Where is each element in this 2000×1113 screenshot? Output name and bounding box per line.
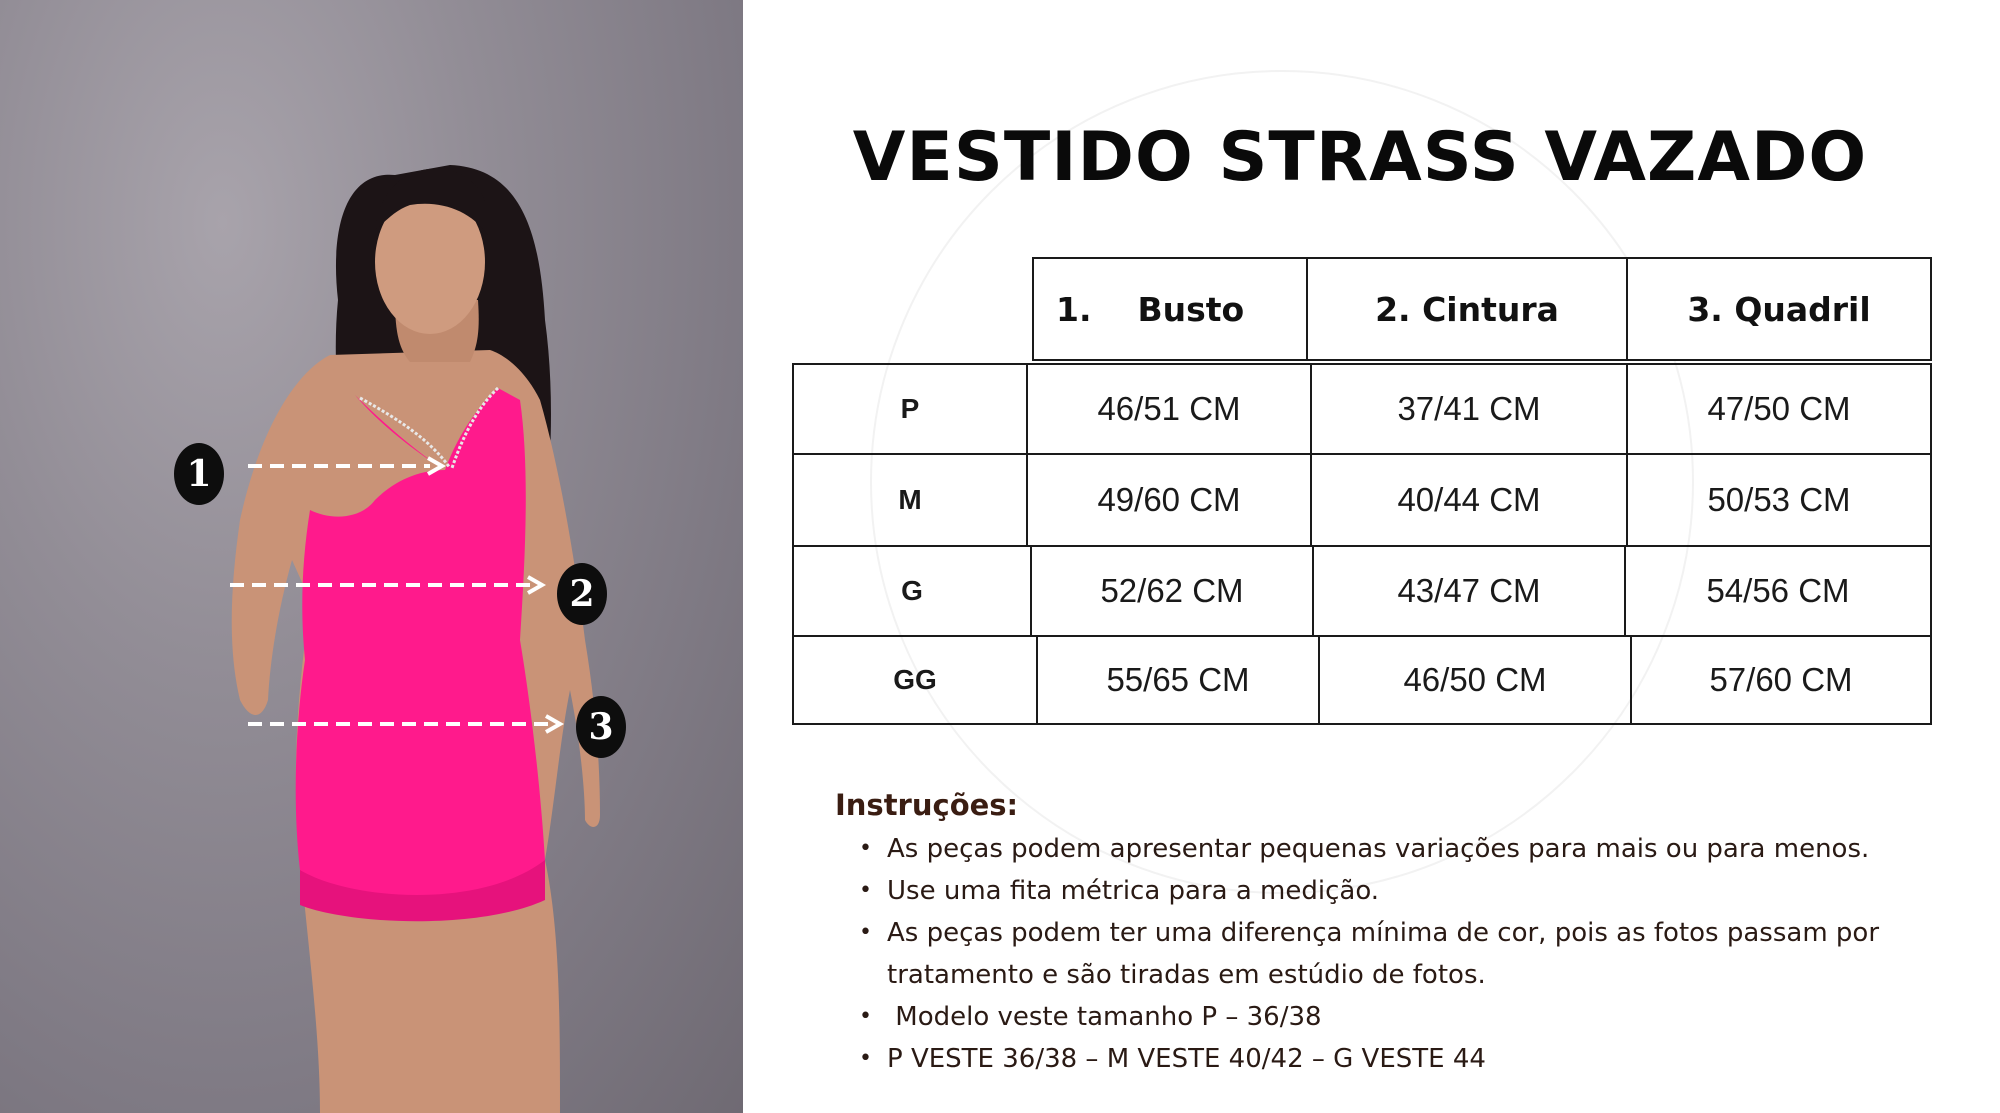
instruction-item: • P VESTE 36/38 – M VESTE 40/42 – G VESTE 44 bbox=[887, 1038, 1955, 1080]
measurement-marker-2: 2 bbox=[557, 563, 607, 625]
measurement-marker-1: 1 bbox=[174, 443, 224, 505]
size-label-g: G bbox=[792, 545, 1032, 637]
size-label-m: M bbox=[792, 453, 1028, 547]
instruction-item: • Modelo veste tamanho P – 36/38 bbox=[887, 996, 1955, 1038]
cell-p-quadril: 47/50 CM bbox=[1626, 363, 1932, 455]
instructions-heading: Instruções: bbox=[835, 788, 1019, 822]
measurement-marker-3: 3 bbox=[576, 696, 626, 758]
model-illustration bbox=[0, 0, 743, 1113]
instruction-item: • As peças podem ter uma diferença mínima de cor, pois as fotos passam por tratamento e são tiradas em estúdio de fotos. bbox=[887, 912, 1955, 996]
page-title: VESTIDO STRASS VAZADO bbox=[852, 118, 1868, 197]
size-label-gg: GG bbox=[792, 635, 1038, 725]
header-quadril: 3. Quadril bbox=[1626, 257, 1932, 361]
cell-gg-busto: 55/65 CM bbox=[1036, 635, 1320, 725]
cell-m-cintura: 40/44 CM bbox=[1310, 453, 1628, 547]
instructions-list bbox=[835, 828, 1955, 1080]
instruction-item: • As peças podem apresentar pequenas variações para mais ou para menos. bbox=[887, 828, 1955, 870]
cell-g-quadril: 54/56 CM bbox=[1624, 545, 1932, 637]
header-cintura: 2. Cintura bbox=[1306, 257, 1628, 361]
cell-m-quadril: 50/53 CM bbox=[1626, 453, 1932, 547]
instructions-section bbox=[835, 788, 1955, 1080]
cell-p-busto: 46/51 CM bbox=[1026, 363, 1312, 455]
instruction-item: • Use uma fita métrica para a medição. bbox=[887, 870, 1955, 912]
cell-gg-cintura: 46/50 CM bbox=[1318, 635, 1632, 725]
cell-g-cintura: 43/47 CM bbox=[1312, 545, 1626, 637]
cell-g-busto: 52/62 CM bbox=[1030, 545, 1314, 637]
size-chart-table bbox=[792, 255, 1932, 725]
cell-p-cintura: 37/41 CM bbox=[1310, 363, 1628, 455]
header-busto: 1. Busto bbox=[1032, 257, 1308, 361]
size-label-p: P bbox=[792, 363, 1028, 455]
cell-gg-quadril: 57/60 CM bbox=[1630, 635, 1932, 725]
cell-m-busto: 49/60 CM bbox=[1026, 453, 1312, 547]
model-photo bbox=[0, 0, 743, 1113]
